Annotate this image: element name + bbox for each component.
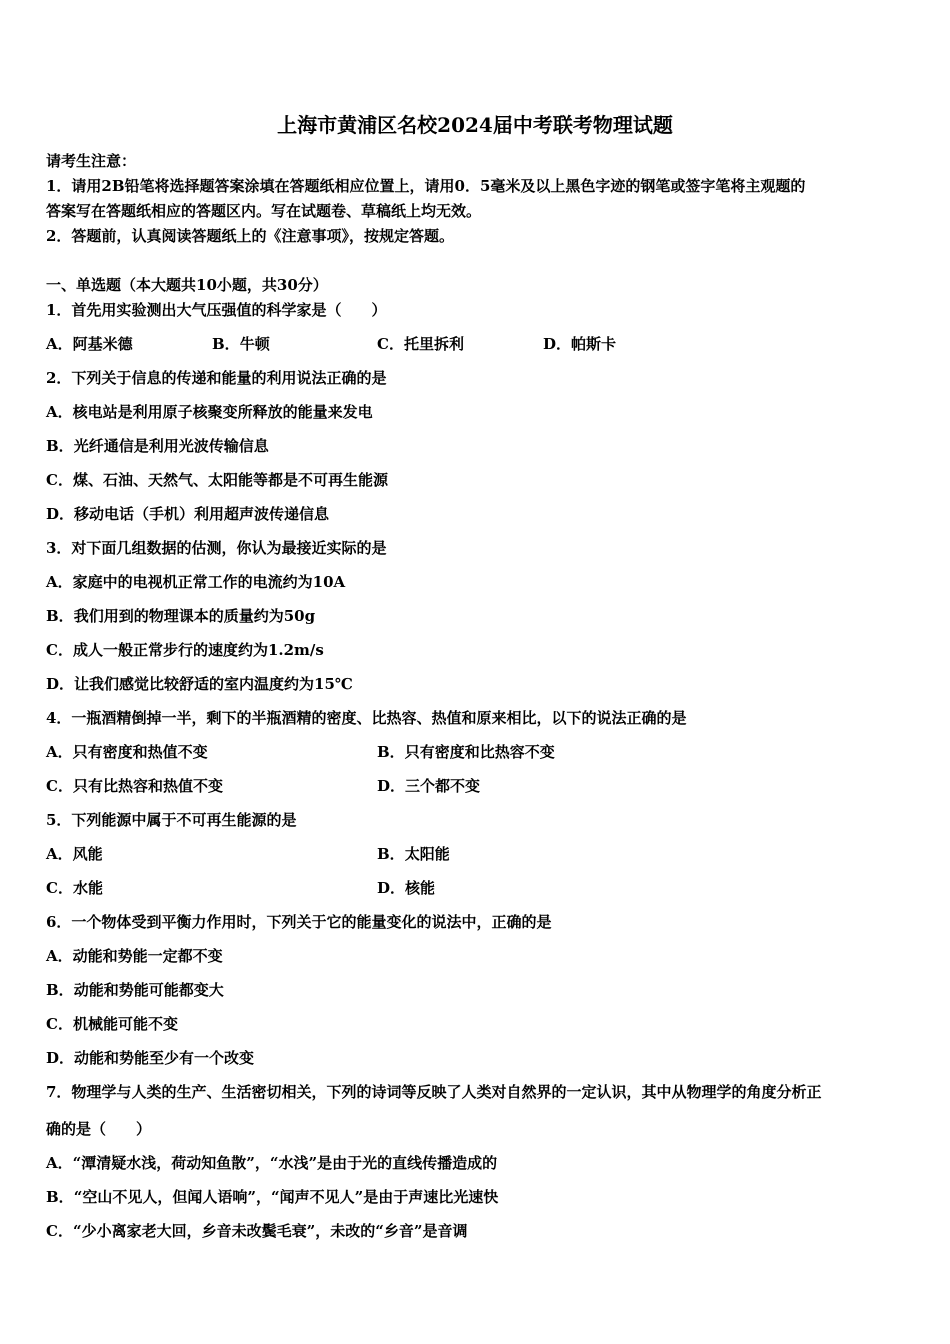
question-3-option-d: D．让我们感觉比较舒适的室内温度约为15℃	[46, 675, 353, 693]
notice-line-2: 2．答题前，认真阅读答题纸上的《注意事项》，按规定答题。	[46, 227, 454, 245]
question-2-option-d: D．移动电话（手机）利用超声波传递信息	[46, 505, 330, 523]
question-5-option-c: C．水能	[46, 879, 103, 897]
question-1-option-a: A．阿基米德	[46, 335, 133, 353]
question-6-option-c: C．机械能可能不变	[46, 1015, 178, 1033]
question-3-option-b: B．我们用到的物理课本的质量约为50g	[46, 607, 316, 625]
question-6-option-d: D．动能和势能至少有一个改变	[46, 1049, 255, 1067]
question-1-option-d: D．帕斯卡	[543, 335, 617, 353]
section-heading: 一、单选题（本大题共10小题，共30分）	[46, 276, 328, 294]
exam-title: 上海市黄浦区名校2024届中考联考物理试题	[277, 113, 673, 137]
question-1-option-c: C．托里拆利	[377, 335, 464, 353]
question-7-option-b: B．“空山不见人，但闻人语响”，“闻声不见人”是由于声速比光速快	[46, 1188, 499, 1206]
question-5-option-d: D．核能	[377, 879, 436, 897]
question-7-stem-cont: 确的是（ ）	[46, 1120, 152, 1138]
question-3-stem: 3．对下面几组数据的估测，你认为最接近实际的是	[46, 539, 387, 557]
question-1-stem: 1．首先用实验测出大气压强值的科学家是（ ）	[46, 301, 387, 319]
question-6-option-a: A．动能和势能一定都不变	[46, 947, 223, 965]
question-7-stem: 7．物理学与人类的生产、生活密切相关，下列的诗词等反映了人类对自然界的一定认识，其中从物理学的角度分析正	[46, 1083, 822, 1101]
question-4-option-d: D．三个都不变	[377, 777, 481, 795]
question-3-option-a: A．家庭中的电视机正常工作的电流约为10A	[46, 573, 346, 591]
notice-line-1: 1．请用2B铅笔将选择题答案涂填在答题纸相应位置上，请用0．5毫米及以上黑色字迹的钢笔或签字笔将主观题的	[46, 177, 806, 195]
question-2-stem: 2．下列关于信息的传递和能量的利用说法正确的是	[46, 369, 387, 387]
notice-heading: 请考生注意：	[46, 152, 137, 170]
notice-line-1-cont: 答案写在答题纸相应的答题区内。写在试题卷、草稿纸上均无效。	[46, 202, 482, 220]
question-6-option-b: B．动能和势能可能都变大	[46, 981, 224, 999]
question-5-stem: 5．下列能源中属于不可再生能源的是	[46, 811, 297, 829]
question-4-stem: 4．一瓶酒精倒掉一半，剩下的半瓶酒精的密度、比热容、热值和原来相比，以下的说法正确的是	[46, 709, 687, 727]
question-4-option-b: B．只有密度和比热容不变	[377, 743, 555, 761]
question-7-option-c: C．“少小离家老大回，乡音未改鬓毛衰”，未改的“乡音”是音调	[46, 1222, 468, 1240]
question-7-option-a: A．“潭清疑水浅，荷动知鱼散”，“水浅”是由于光的直线传播造成的	[46, 1154, 498, 1172]
question-2-option-c: C．煤、石油、天然气、太阳能等都是不可再生能源	[46, 471, 388, 489]
question-2-option-a: A．核电站是利用原子核聚变所释放的能量来发电	[46, 403, 373, 421]
question-6-stem: 6．一个物体受到平衡力作用时，下列关于它的能量变化的说法中，正确的是	[46, 913, 552, 931]
question-1-option-b: B．牛顿	[212, 335, 270, 353]
question-5-option-b: B．太阳能	[377, 845, 450, 863]
question-4-option-c: C．只有比热容和热值不变	[46, 777, 223, 795]
question-3-option-c: C．成人一般正常步行的速度约为1.2m/s	[46, 641, 324, 659]
question-5-option-a: A．风能	[46, 845, 103, 863]
question-2-option-b: B．光纤通信是利用光波传输信息	[46, 437, 269, 455]
question-4-option-a: A．只有密度和热值不变	[46, 743, 208, 761]
